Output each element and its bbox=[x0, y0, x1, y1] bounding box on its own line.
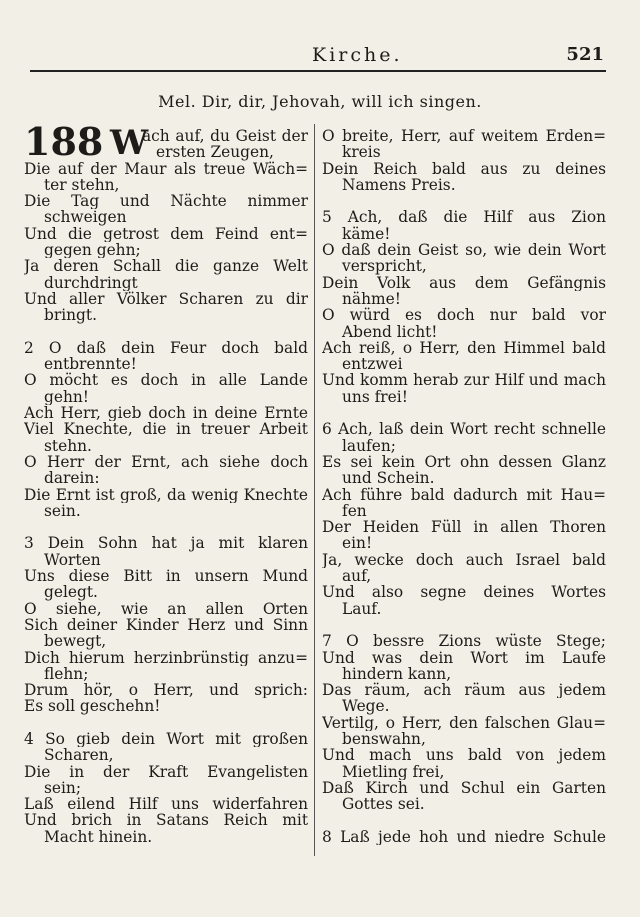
page-number: 521 bbox=[566, 44, 604, 65]
verse-line: Daß Kirch und Schul ein Garten bbox=[322, 779, 606, 797]
verse-line: Vertilg, o Herr, den falschen Glau= bbox=[322, 714, 606, 731]
verse-line: Ach führe bald dadurch mit Hau= bbox=[322, 486, 606, 503]
verse-line: Ja, wecke doch auch Israel bald bbox=[322, 551, 606, 569]
verse-line: Worten bbox=[44, 551, 101, 569]
verse-line: ein! bbox=[342, 535, 373, 552]
verse-line: sein. bbox=[44, 502, 81, 520]
verse-line: 4 So gieb dein Wort mit großen bbox=[24, 730, 308, 748]
verse-line: uns frei! bbox=[342, 388, 408, 406]
verse-line: verspricht, bbox=[342, 258, 427, 275]
verse-line: kreis bbox=[342, 144, 381, 161]
verse-line: bewegt, bbox=[44, 633, 107, 650]
verse-line: Ja deren Schall die ganze Welt bbox=[24, 258, 308, 275]
stanza-gap bbox=[24, 715, 308, 731]
verse-line: entzwei bbox=[342, 356, 403, 373]
verse-line: Und brich in Satans Reich mit bbox=[24, 812, 308, 829]
verse-line: Und komm herab zur Hilf und mach bbox=[322, 372, 606, 389]
verse-line: O daß dein Geist so, wie dein Wort bbox=[322, 242, 606, 259]
verse-line: Dein Volk aus dem Gefängnis bbox=[322, 274, 606, 291]
verse-line: Und also segne deines Wortes bbox=[322, 584, 606, 601]
running-head bbox=[30, 44, 604, 68]
verse-line: Gottes sei. bbox=[342, 796, 425, 813]
verse-line: fen bbox=[342, 502, 367, 520]
verse-line: 7 O bessre Zions wüste Stege; bbox=[322, 633, 606, 650]
verse-line: Uns diese Bitt in unsern Mund bbox=[24, 568, 308, 585]
verse-line: Die in der Kraft Evangelisten bbox=[24, 763, 308, 780]
verse-line: O siehe, wie an allen Orten bbox=[24, 600, 308, 617]
verse-line: O breite, Herr, auf weitem Erden= bbox=[322, 128, 606, 145]
verse-line: O würd es doch nur bald vor bbox=[322, 307, 606, 324]
column-divider bbox=[314, 124, 315, 856]
verse-line: Namens Preis. bbox=[342, 176, 456, 194]
verse-line: Und was dein Wort im Laufe bbox=[322, 649, 606, 666]
verse-line: Es sei kein Ort ohn dessen Glanz bbox=[322, 453, 606, 471]
verse-line: Und aller Völker Scharen zu dir bbox=[24, 290, 308, 308]
verse-line: flehn; bbox=[44, 665, 89, 683]
verse-line: gegen gehn; bbox=[44, 242, 141, 259]
verse-line: O Herr der Ernt, ach siehe doch bbox=[24, 453, 308, 471]
verse-line: 6 Ach, laß dein Wort recht schnelle bbox=[322, 421, 606, 438]
melody-line: Mel. Dir, dir, Jehovah, will ich singen. bbox=[158, 92, 482, 111]
verse-line: sein; bbox=[44, 779, 82, 797]
verse-line: benswahn, bbox=[342, 730, 426, 748]
verse-line: Mietling frei, bbox=[342, 763, 445, 780]
verse-line: O möcht es doch in alle Lande bbox=[24, 372, 308, 389]
verse-line: durchdringt bbox=[44, 274, 138, 291]
verse-line: käme! bbox=[342, 225, 391, 243]
stanza-gap bbox=[322, 812, 606, 828]
verse-line: Wege. bbox=[342, 698, 390, 715]
right-column bbox=[322, 128, 606, 845]
verse-line: ter stehn, bbox=[44, 176, 120, 194]
verse-line: Es soll geschehn! bbox=[24, 698, 161, 715]
verse-line: stehn. bbox=[44, 437, 92, 454]
verse-line: gelegt. bbox=[44, 584, 98, 601]
verse-line: Der Heiden Füll in allen Thoren bbox=[322, 519, 606, 536]
verse-line: 5 Ach, daß die Hilf aus Zion bbox=[322, 209, 606, 226]
verse-line: bringt. bbox=[44, 307, 97, 324]
verse-line: darein: bbox=[44, 470, 100, 487]
verse-line: Dein Reich bald aus zu deines bbox=[322, 160, 606, 177]
drop-cap: W bbox=[110, 123, 149, 163]
verse-line: Viel Knechte, die in treuer Arbeit bbox=[24, 421, 308, 438]
verse-line: 8 Laß jede hoh und niedre Schule bbox=[322, 828, 606, 846]
verse-line: laufen; bbox=[342, 437, 396, 454]
verse-line: Drum hör, o Herr, und sprich: bbox=[24, 682, 308, 699]
verse-line: Macht hinein. bbox=[44, 828, 153, 846]
verse-line: Und die getrost dem Feind ent= bbox=[24, 225, 308, 243]
stanza-gap bbox=[322, 617, 606, 633]
stanza-gap bbox=[24, 324, 308, 340]
verse-line: Und mach uns bald von jedem bbox=[322, 747, 606, 764]
verse-line: Die Ernt ist groß, da wenig Knechte bbox=[24, 486, 308, 503]
verse-line: Ach Herr, gieb doch in deine Ernte bbox=[24, 405, 308, 422]
verse-line: Dich hierum herzinbrünstig anzu= bbox=[24, 649, 308, 666]
verse-line: und Schein. bbox=[342, 470, 435, 487]
hymn-number: 188 bbox=[24, 119, 104, 164]
first-verse-continuation: ersten Zeugen, bbox=[156, 143, 274, 162]
verse-line: gehn! bbox=[44, 388, 89, 406]
verse-line: Abend licht! bbox=[342, 323, 438, 340]
stanza-gap bbox=[322, 193, 606, 209]
verse-line: 3 Dein Sohn hat ja mit klaren bbox=[24, 535, 308, 552]
stanza-gap bbox=[322, 405, 606, 421]
stanza-gap bbox=[24, 519, 308, 535]
verse-line: schweigen bbox=[44, 209, 127, 226]
first-verse-line: ach auf, du Geist der bbox=[142, 127, 308, 145]
left-column bbox=[24, 119, 308, 846]
verse-line: auf, bbox=[342, 568, 372, 585]
verse-line: nähme! bbox=[342, 290, 401, 308]
section-title: Kirche. bbox=[312, 44, 403, 66]
verse-line: Ach reiß, o Herr, den Himmel bald bbox=[322, 339, 606, 357]
verse-line: Scharen, bbox=[44, 747, 114, 764]
verse-line: Die auf der Maur als treue Wäch= bbox=[24, 160, 308, 177]
verse-line: Die Tag und Nächte nimmer bbox=[24, 193, 308, 210]
verse-line: 2 O daß dein Feur doch bald bbox=[24, 339, 308, 357]
verse-line: entbrennte! bbox=[44, 356, 137, 373]
verse-line: Sich deiner Kinder Herz und Sinn bbox=[24, 616, 308, 634]
verse-line: Das räum, ach räum aus jedem bbox=[322, 682, 606, 699]
header-rule bbox=[30, 70, 606, 72]
verse-line: Lauf. bbox=[342, 600, 382, 617]
hymn-heading bbox=[24, 119, 308, 164]
verse-line: hindern kann, bbox=[342, 665, 452, 683]
verse-line: Laß eilend Hilf uns widerfahren bbox=[24, 796, 308, 813]
